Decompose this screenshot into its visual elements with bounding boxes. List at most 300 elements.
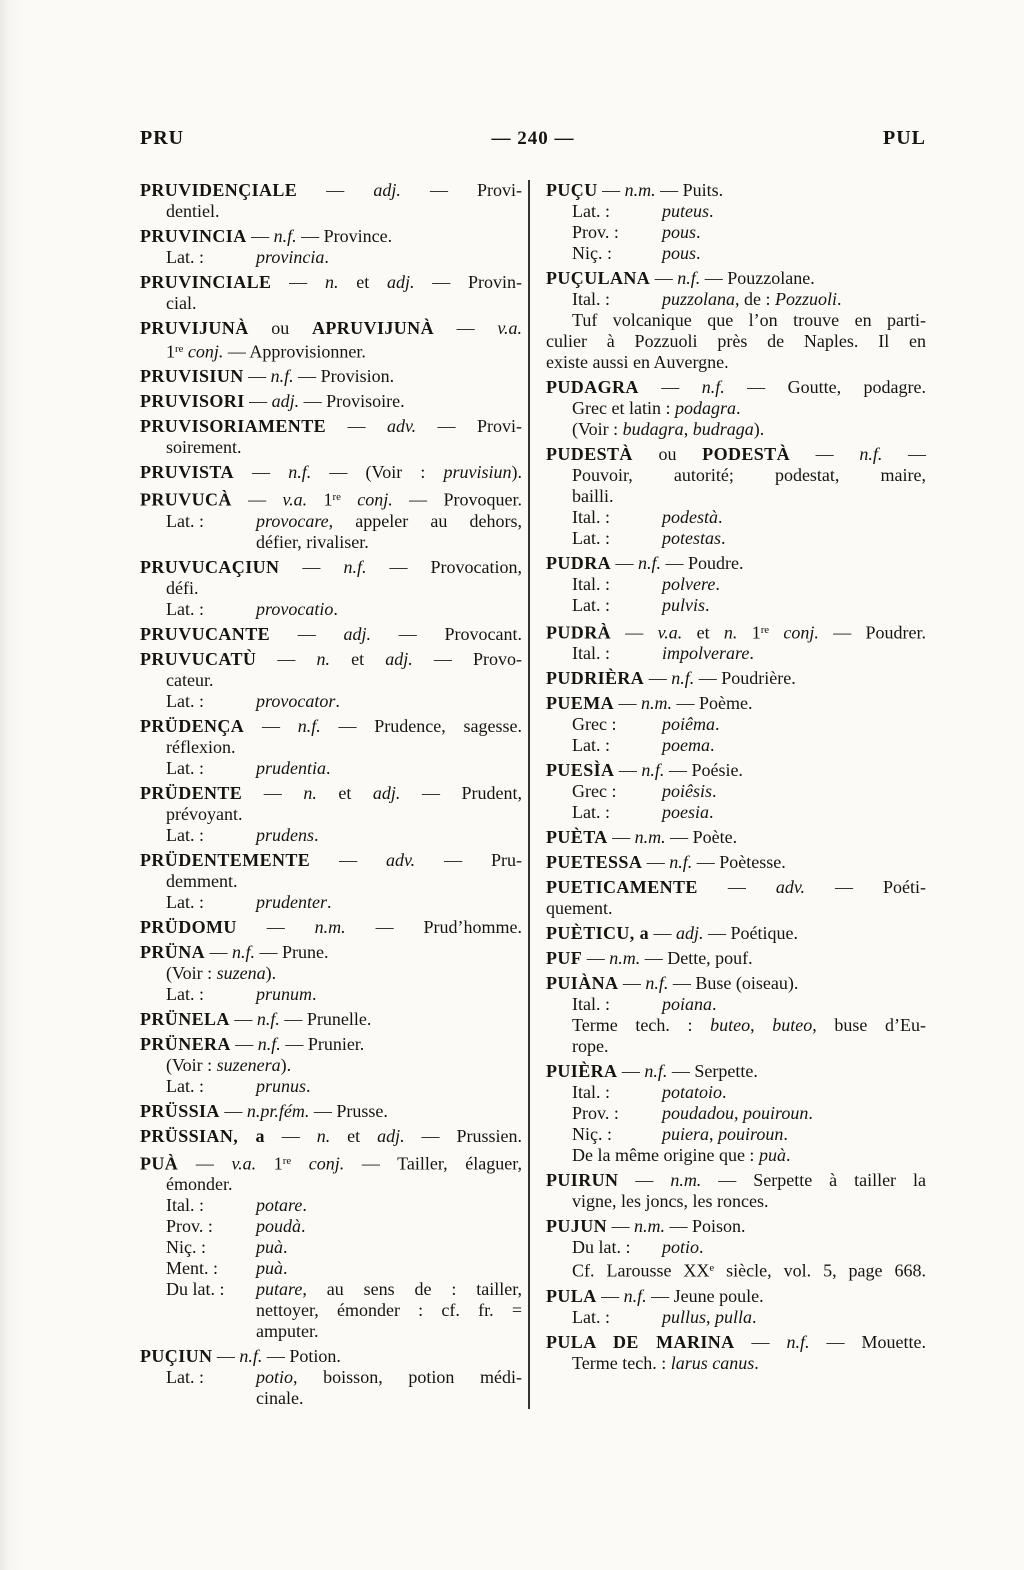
italic-term: adj. <box>372 782 401 803</box>
entry-line <box>546 553 926 574</box>
entry-line <box>546 1307 926 1328</box>
entry-line <box>140 1151 522 1174</box>
running-head-left-word: PRU <box>140 127 185 149</box>
plain-text: ou <box>632 444 703 464</box>
plain-text: — Prunelle. <box>279 1008 372 1029</box>
language-label: Lat. : <box>166 983 204 1004</box>
plain-text: — <box>256 648 317 669</box>
plain-text: existe aussi en Auvergne. <box>546 352 729 372</box>
entry-line <box>140 1237 522 1258</box>
entry-line <box>140 1195 522 1216</box>
headword-text: PUÇULANA <box>546 268 651 288</box>
dictionary-entry <box>546 948 926 969</box>
plain-text: — <box>236 916 315 937</box>
plain-text: 1 <box>307 489 333 510</box>
plain-text: dentiel. <box>166 201 220 221</box>
italic-term: v.a. <box>282 489 308 510</box>
language-label: Prov. : <box>572 1103 619 1124</box>
italic-term: adv. <box>775 877 805 898</box>
dictionary-entry <box>546 760 926 823</box>
entry-line <box>546 1082 926 1103</box>
italic-term: v.a. <box>497 318 523 338</box>
plain-text: . <box>808 1103 813 1124</box>
entry-line <box>140 557 522 578</box>
italic-term: adj. <box>271 391 300 412</box>
entry-line <box>140 366 522 387</box>
language-label: Lat. : <box>572 201 610 221</box>
headword-text: PUF <box>546 948 583 969</box>
plain-text: — <box>614 693 641 714</box>
language-label: Ital. : <box>572 574 610 594</box>
headword-text: APRUVIJUNÀ <box>311 318 434 338</box>
italic-term: n.m. <box>634 1216 665 1237</box>
plain-text: — <box>582 948 610 969</box>
plain-text: . <box>783 1124 788 1145</box>
dictionary-entry <box>140 649 522 712</box>
plain-text: — <box>246 226 274 246</box>
entry-line <box>140 624 522 645</box>
plain-text: défi. <box>166 577 199 598</box>
plain-text: — <box>243 366 271 387</box>
plain-text: et <box>316 782 373 803</box>
dictionary-entry <box>546 693 926 756</box>
italic-term: n.f. <box>669 852 693 873</box>
dictionary-entry <box>546 1216 926 1281</box>
dictionary-entry <box>546 553 926 616</box>
italic-term: podestà <box>662 507 718 527</box>
entry-line <box>546 1124 926 1145</box>
plain-text: , au sens de : tailler, <box>302 1279 522 1300</box>
headword-text: PUESÌA <box>546 760 615 781</box>
plain-text: — <box>596 1285 624 1306</box>
plain-text: . <box>715 714 720 735</box>
italic-term: n.f. <box>239 1346 263 1367</box>
plain-text: — Approvisionner. <box>223 341 366 362</box>
italic-term: n.f. <box>671 668 695 689</box>
italic-term: adj. <box>676 923 704 944</box>
entry-line <box>546 1237 926 1258</box>
italic-term: puiera <box>662 1124 709 1145</box>
language-label: Lat. : <box>166 1075 204 1096</box>
plain-text: — Prunier. <box>280 1033 365 1054</box>
italic-term: poiêma <box>662 714 715 735</box>
entry-line <box>546 528 926 549</box>
plain-text: . <box>721 528 726 548</box>
italic-term: prunum <box>256 983 313 1004</box>
plain-text: — Poudre. <box>661 553 744 573</box>
plain-text: Grec et latin : <box>572 398 675 418</box>
headword-text: PUETESSA <box>546 852 643 873</box>
entry-line <box>140 1321 522 1342</box>
plain-text: — Prud’homme. <box>345 916 522 937</box>
italic-term: n. <box>316 1125 331 1146</box>
dictionary-entry <box>546 923 926 944</box>
plain-text: — <box>614 760 642 781</box>
italic-term: adv. <box>386 849 416 870</box>
italic-term: n.f. <box>256 1008 280 1029</box>
entry-line <box>140 892 522 913</box>
language-label: Lat. : <box>572 1306 610 1327</box>
entry-line <box>546 1216 926 1237</box>
dictionary-entry <box>546 1170 926 1212</box>
language-label: Du lat. : <box>572 1237 631 1258</box>
headword-text: PRUVINCIA <box>140 226 247 246</box>
superscript-text: e <box>709 1262 715 1275</box>
plain-text: — <box>611 553 638 573</box>
entry-line <box>546 486 926 507</box>
language-label: Lat. : <box>166 247 204 267</box>
dictionary-entry <box>140 624 522 645</box>
italic-term: pulvis <box>662 595 705 615</box>
plain-text: — Buse (oiseau). <box>668 973 799 994</box>
plain-text: ). <box>753 419 765 439</box>
plain-text: — (Voir : <box>311 462 444 483</box>
headword-text: PUÈTICU, a <box>546 923 650 944</box>
entry-line <box>546 735 926 756</box>
italic-term: n.f. <box>343 556 367 577</box>
entry-line <box>140 1279 522 1300</box>
italic-term: pous <box>662 222 697 242</box>
entry-line <box>546 465 926 486</box>
entry-line <box>546 693 926 714</box>
language-label: Grec : <box>572 781 617 802</box>
plain-text: — Province. <box>296 226 393 246</box>
headword-text: PUÀ <box>140 1153 179 1174</box>
italic-term: conj. <box>308 1153 345 1174</box>
dictionary-entry <box>546 180 926 264</box>
headword-text: PUJUN <box>546 1216 607 1237</box>
entry-line <box>140 804 522 825</box>
italic-term: n.f. <box>641 760 665 781</box>
language-label: Niç. : <box>572 1124 612 1145</box>
italic-term: n.f. <box>638 553 662 573</box>
italic-term: conj. <box>783 622 819 643</box>
plain-text: ). <box>280 1054 292 1075</box>
plain-text: . <box>710 735 715 756</box>
headword-text: PUÇU <box>546 180 598 200</box>
entry-line <box>546 877 926 898</box>
italic-term: conj. <box>187 341 224 362</box>
italic-term: suzenera <box>216 1054 281 1075</box>
plain-text: . <box>752 1306 757 1327</box>
italic-term: n.f. <box>288 462 312 483</box>
dictionary-entry <box>546 1061 926 1166</box>
italic-term: pouiroun <box>743 1103 809 1124</box>
plain-text: . <box>283 1237 288 1258</box>
plain-text: — <box>233 462 289 483</box>
plain-text: De la même origine que : <box>572 1145 759 1166</box>
plain-text: . <box>785 1145 791 1166</box>
headword-text: PRÜSSIAN, a <box>140 1125 265 1146</box>
plain-text: et <box>330 1125 378 1146</box>
plain-text: . <box>333 598 338 619</box>
plain-text <box>769 622 783 642</box>
headword-text: PUEMA <box>546 693 614 714</box>
entry-line <box>140 391 522 412</box>
entry-line <box>546 973 926 994</box>
dictionary-entry <box>546 444 926 549</box>
plain-text: — Potion. <box>262 1346 341 1367</box>
superscript-text: re <box>760 624 770 636</box>
italic-term: n.f. <box>273 226 297 246</box>
dictionary-column-left <box>140 180 522 1409</box>
italic-term: podagra <box>674 398 736 418</box>
entry-line <box>546 1103 926 1124</box>
entry-line <box>140 272 522 293</box>
plain-text: . <box>327 891 332 912</box>
italic-term: n.f. <box>257 1033 281 1054</box>
entry-line <box>140 1101 522 1122</box>
entry-line <box>140 670 522 691</box>
entry-line <box>140 293 522 314</box>
plain-text: Terme tech. : <box>572 1015 711 1036</box>
language-label: Lat. : <box>166 510 204 531</box>
plain-text: — Serpette. <box>667 1061 758 1082</box>
entry-line <box>140 437 522 458</box>
entry-line <box>140 1126 522 1147</box>
dictionary-entry <box>546 668 926 689</box>
dictionary-entry <box>140 366 522 387</box>
headword-text: PULA DE MARINA <box>546 1331 735 1352</box>
entry-line <box>546 243 926 264</box>
plain-text: Pouvoir, autorité; podestat, maire, <box>572 465 926 485</box>
entry-line <box>140 871 522 892</box>
plain-text: — Puits. <box>655 180 724 200</box>
italic-term: poesia <box>662 802 709 823</box>
italic-term: n.f. <box>645 973 669 994</box>
plain-text: — Provi- <box>416 416 522 437</box>
plain-text: — <box>607 827 635 848</box>
language-label: Ment. : <box>166 1258 218 1279</box>
headword-text: PRUVISORIAMENTE <box>140 416 327 437</box>
italic-term: adj. <box>373 180 401 200</box>
entry-line <box>546 1036 926 1057</box>
language-label: Ital. : <box>166 1195 204 1216</box>
italic-term: adj. <box>385 648 413 669</box>
entry-line <box>546 444 926 465</box>
plain-text: , <box>709 1124 718 1145</box>
headword-text: PUDESTÀ <box>546 444 633 464</box>
italic-term: provocatio <box>256 598 334 619</box>
entry-line <box>140 963 522 984</box>
italic-term: poema <box>662 735 710 756</box>
entry-line <box>546 668 926 689</box>
plain-text: — <box>242 782 304 803</box>
headword-text: PRUVISORI <box>140 391 245 412</box>
plain-text: — <box>271 272 325 292</box>
language-label: Grec : <box>572 714 617 735</box>
italic-term: poiana <box>662 994 713 1015</box>
plain-text: — <box>297 180 374 200</box>
italic-term: puzzolana <box>662 289 736 309</box>
headword-text: PRUVUCATÙ <box>140 648 257 669</box>
headword-text: PRUVIDENÇIALE <box>140 180 298 200</box>
headword-text: PRUVIJUNÀ <box>140 318 249 338</box>
headword-text: PUETICAMENTE <box>546 877 698 898</box>
italic-term: poiêsis <box>662 781 713 802</box>
italic-term: putare <box>256 1279 303 1300</box>
italic-term: n.f. <box>677 268 701 288</box>
headword-text: PUIRUN <box>546 1170 619 1191</box>
plain-text: , <box>734 1103 743 1124</box>
italic-term: n.m. <box>609 948 641 969</box>
entry-line <box>140 649 522 670</box>
plain-text: — <box>638 377 702 397</box>
dictionary-entry <box>546 620 926 664</box>
entry-line <box>140 339 522 362</box>
plain-text: . <box>709 201 714 221</box>
plain-text: — Pouzzolane. <box>700 268 815 288</box>
plain-text: 1 <box>737 622 761 643</box>
language-label: Lat. : <box>572 528 610 548</box>
entry-line <box>140 1034 522 1055</box>
headword-text: PRÜSSIA <box>140 1100 220 1121</box>
plain-text: — Prudent, <box>400 782 523 803</box>
entry-line <box>140 1388 522 1409</box>
plain-text: — Provision. <box>293 366 395 387</box>
headword-text: PODESTÀ <box>702 444 790 464</box>
entry-line <box>140 180 522 201</box>
entry-line <box>546 852 926 873</box>
dictionary-entry <box>140 416 522 458</box>
plain-text: nettoyer, émonder : cf. fr. = <box>256 1300 522 1321</box>
headword-text: PRÜNERA <box>140 1033 231 1054</box>
italic-term: n.f. <box>297 715 321 736</box>
italic-term: conj. <box>357 489 393 510</box>
plain-text: . <box>709 802 714 823</box>
entry-line <box>546 714 926 735</box>
plain-text: . <box>696 222 701 242</box>
headword-text: PRÜNELA <box>140 1008 230 1029</box>
plain-text: demment. <box>166 870 238 891</box>
plain-text: . <box>301 1216 306 1237</box>
italic-term: pouiroun <box>718 1124 784 1145</box>
plain-text: cinale. <box>256 1388 304 1409</box>
dictionary-entry <box>546 852 926 873</box>
entry-line <box>140 462 522 483</box>
italic-term: puteus <box>662 201 709 221</box>
superscript-text: re <box>332 491 341 504</box>
running-head-right-word: PUL <box>883 127 926 149</box>
entry-line <box>140 532 522 553</box>
page-number: — 240 — <box>491 128 575 149</box>
plain-text: réflexion. <box>166 736 236 757</box>
entry-line <box>546 331 926 352</box>
entry-line <box>140 1300 522 1321</box>
plain-text: . <box>715 574 720 594</box>
headword-text: PRUVUCANTE <box>140 623 270 644</box>
headword-text: PRÜDENÇA <box>140 715 245 736</box>
dictionary-entry <box>546 1332 926 1374</box>
italic-term: v.a. <box>657 622 683 643</box>
plain-text: — <box>618 973 646 994</box>
language-label: Ital. : <box>572 289 610 309</box>
plain-text: — Provin- <box>414 272 523 292</box>
plain-text: . <box>735 398 741 418</box>
headword-text: PRUVISIUN <box>140 366 244 387</box>
headword-text: PUIÈRA <box>546 1061 618 1082</box>
entry-line <box>546 352 926 373</box>
italic-term: puà <box>256 1237 283 1258</box>
entry-line <box>140 1258 522 1279</box>
plain-text: et <box>338 272 387 292</box>
plain-text: , <box>706 1306 716 1327</box>
plain-text: . <box>306 1075 311 1096</box>
dictionary-entry <box>140 557 522 620</box>
italic-term: prudenter <box>256 891 327 912</box>
entry-line <box>140 318 522 339</box>
dictionary-column-right <box>546 180 926 1409</box>
italic-term: n.m. <box>670 1170 702 1191</box>
plain-text: 1 <box>256 1153 283 1174</box>
italic-term: buteo <box>772 1015 813 1036</box>
italic-term: pruvisiun <box>443 462 512 483</box>
entry-line <box>140 1367 522 1388</box>
entry-line <box>546 1061 926 1082</box>
italic-term: budraga <box>692 419 754 439</box>
entry-line <box>140 737 522 758</box>
italic-term: n. <box>303 782 317 803</box>
italic-term: n. <box>316 648 331 669</box>
italic-term: n. <box>723 622 738 643</box>
plain-text: — <box>650 268 678 288</box>
dictionary-entry <box>546 877 926 919</box>
language-label: Lat. : <box>166 1367 204 1388</box>
plain-text: quement. <box>546 898 613 919</box>
entry-line <box>140 825 522 846</box>
dictionary-entry <box>140 917 522 938</box>
plain-text: — Poudrer. <box>818 622 927 643</box>
dictionary-entry <box>140 942 522 1005</box>
plain-text: . <box>335 690 340 711</box>
entry-line <box>546 781 926 802</box>
italic-term: puà <box>758 1145 786 1166</box>
plain-text: — <box>607 1216 634 1237</box>
dictionary-entry <box>140 783 522 846</box>
page-body <box>140 180 926 1409</box>
language-label: Lat. : <box>166 690 204 711</box>
entry-line <box>546 923 926 944</box>
dictionary-entry <box>546 1286 926 1328</box>
entry-line <box>140 1076 522 1097</box>
headword-text: PRUVUCÀ <box>140 489 232 510</box>
entry-line <box>546 377 926 398</box>
dictionary-entry <box>546 268 926 373</box>
italic-term: potio <box>662 1237 700 1258</box>
dictionary-entry <box>140 391 522 412</box>
plain-text: siècle, vol. 5, page 668. <box>714 1260 926 1281</box>
plain-text: — Provocation, <box>366 556 522 577</box>
entry-line <box>140 1346 522 1367</box>
italic-term: adv. <box>386 416 417 437</box>
italic-term: poudà <box>256 1216 301 1237</box>
language-label: Lat. : <box>572 595 610 615</box>
language-label: Lat. : <box>572 735 610 756</box>
italic-term: provocator <box>256 690 336 711</box>
entry-line <box>140 783 522 804</box>
plain-text: — <box>244 391 272 412</box>
entry-line <box>140 942 522 963</box>
entry-line <box>546 1258 926 1281</box>
plain-text: — <box>790 444 860 464</box>
plain-text: — Pru- <box>415 849 522 870</box>
italic-term: Pozzuoli <box>775 289 838 309</box>
plain-text: — <box>882 444 927 464</box>
italic-term: provocare <box>256 510 329 531</box>
dictionary-entry <box>140 1151 522 1342</box>
plain-text: . <box>314 824 319 845</box>
language-label: Lat. : <box>166 598 204 619</box>
